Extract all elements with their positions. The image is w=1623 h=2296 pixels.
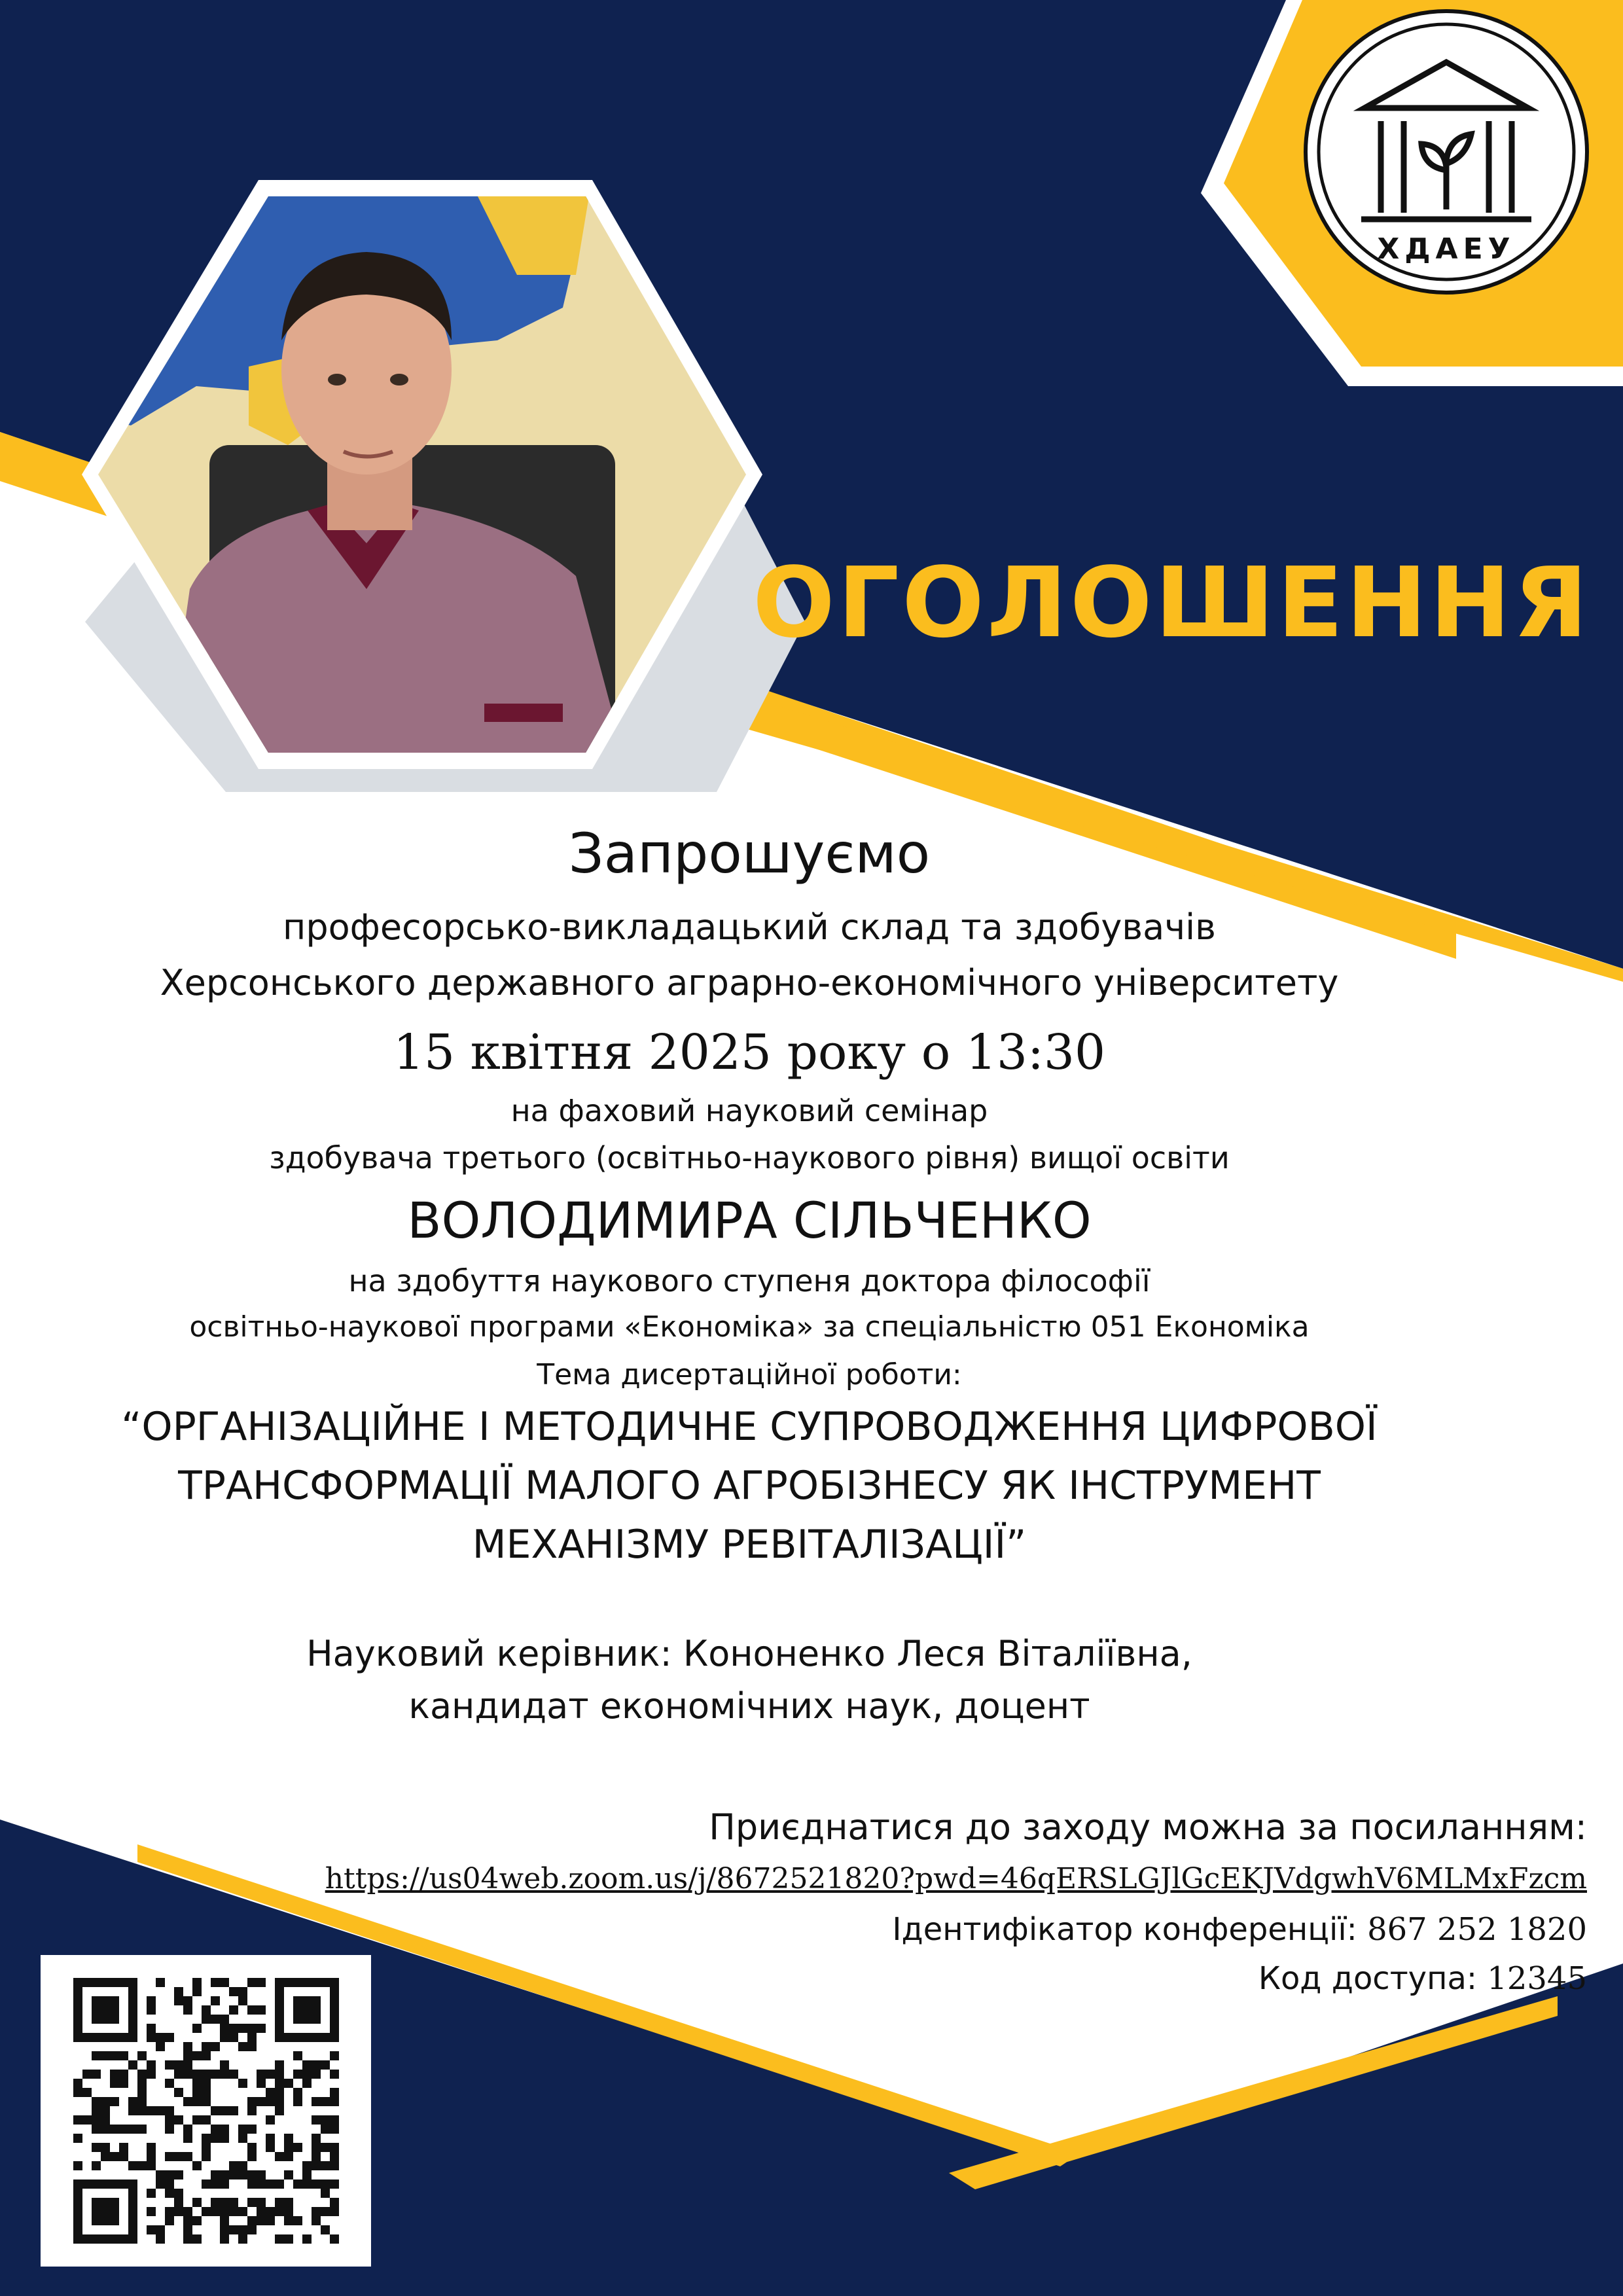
announcement-title: ОГОЛОШЕННЯ — [753, 547, 1591, 659]
university-logo — [1306, 11, 1587, 293]
degree-line-1: на здобуття наукового ступеня доктора філософії — [348, 1263, 1150, 1299]
qr-code-icon[interactable] — [41, 1955, 371, 2267]
access-code-label: Код доступа: — [1258, 1960, 1478, 1997]
audience-line-2: Херсонського державного аграрно-економічного університету — [160, 962, 1339, 1003]
access-code-row — [1258, 1960, 1587, 1997]
audience-line-1: професорсько-викладацький склад та здобувачів — [283, 906, 1216, 948]
qr-code-panel — [41, 1955, 371, 2267]
conference-id-value: 867 252 1820 — [1367, 1911, 1587, 1948]
supervisor-line-1: Науковий керівник: Кононенко Леся Віталіївна, — [306, 1633, 1192, 1674]
degree-line-2: освітньо-наукової програми «Економіка» за спеціальністю 051 Економіка — [189, 1310, 1310, 1344]
conference-id-row — [892, 1911, 1587, 1948]
topic-line-3: МЕХАНІЗМУ РЕВІТАЛІЗАЦІЇ” — [472, 1522, 1027, 1568]
event-line-2: здобувача третього (освітньо-наукового рівня) вищої освіти — [269, 1140, 1230, 1175]
join-label: Приєднатися до заходу можна за посиланням: — [709, 1806, 1587, 1848]
candidate-name: ВОЛОДИМИРА СІЛЬЧЕНКО — [407, 1191, 1092, 1249]
topic-label: Тема дисертаційної роботи: — [537, 1358, 962, 1391]
access-code-value: 12345 — [1487, 1960, 1587, 1997]
event-line-1: на фаховий науковий семінар — [510, 1093, 988, 1128]
topic-line-1: “ОРГАНІЗАЦІЙНЕ І МЕТОДИЧНЕ СУПРОВОДЖЕННЯ ЦИФРОВОЇ — [121, 1404, 1378, 1450]
zoom-link[interactable]: https://us04web.zoom.us/j/8672521820?pwd=46qERSLGJlGcEKJVdgwhV6MLMxFzcm — [325, 1862, 1587, 1895]
zoom-link-wrapper — [325, 1862, 1587, 1895]
conference-id-label: Ідентифікатор конференції: — [892, 1911, 1357, 1948]
supervisor-line-2: кандидат економічних наук, доцент — [408, 1685, 1090, 1727]
logo-text: ХДАЕУ — [1377, 232, 1516, 266]
invite-heading: Запрошуємо — [568, 821, 931, 886]
topic-line-2: ТРАНСФОРМАЦІЇ МАЛОГО АГРОБІЗНЕСУ ЯК ІНСТРУМЕНТ — [178, 1463, 1321, 1509]
event-datetime: 15 квітня 2025 року о 13:30 — [393, 1024, 1106, 1081]
